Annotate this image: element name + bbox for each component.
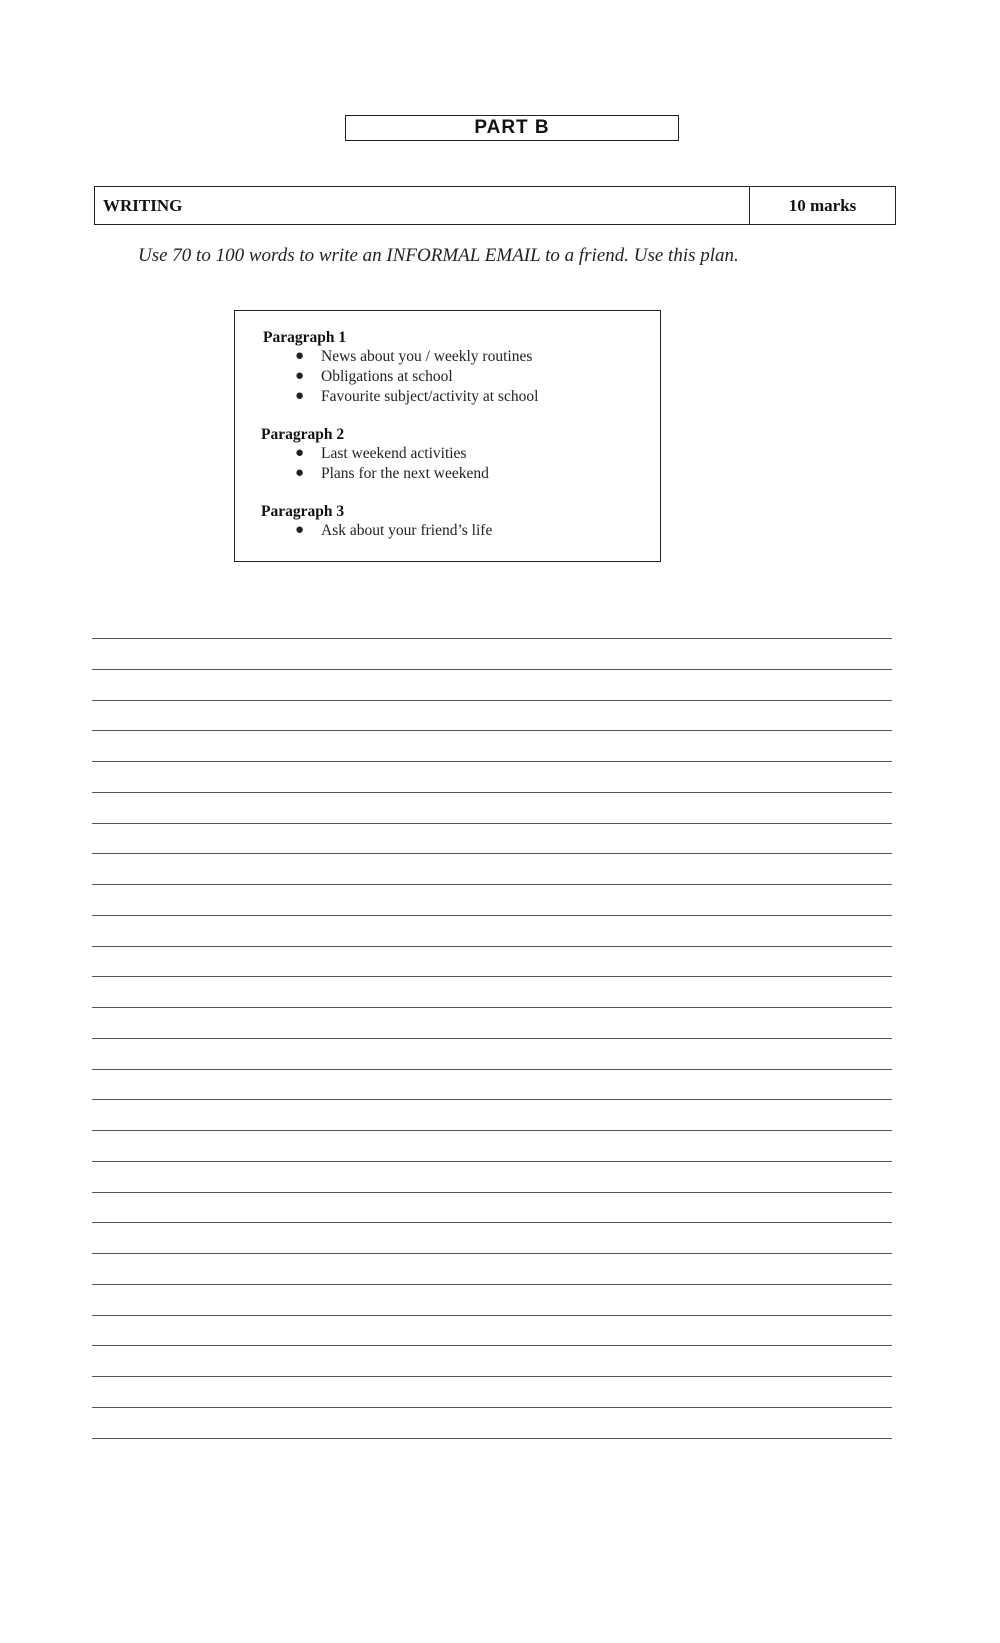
writing-line[interactable] <box>92 946 892 947</box>
writing-line[interactable] <box>92 976 892 977</box>
bullet-icon: ● <box>295 465 305 481</box>
paragraph-3-heading: Paragraph 3 <box>261 503 345 520</box>
writing-plan-box <box>234 310 661 562</box>
paragraph-2-heading: Paragraph 2 <box>261 426 345 443</box>
plan-bullet <box>295 465 489 483</box>
writing-line[interactable] <box>92 638 892 639</box>
bullet-icon: ● <box>295 445 305 461</box>
writing-line[interactable] <box>92 1130 892 1131</box>
writing-line[interactable] <box>92 1376 892 1377</box>
writing-line[interactable] <box>92 669 892 670</box>
plan-bullet <box>295 445 467 463</box>
writing-line[interactable] <box>92 1222 892 1223</box>
writing-line[interactable] <box>92 1345 892 1346</box>
writing-line[interactable] <box>92 1407 892 1408</box>
writing-line[interactable] <box>92 823 892 824</box>
paragraph-1-heading: Paragraph 1 <box>263 329 347 346</box>
plan-bullet <box>295 388 539 406</box>
plan-bullet-text: News about you / weekly routines <box>321 348 533 365</box>
section-header <box>94 186 896 225</box>
plan-bullet-text: Ask about your friend’s life <box>321 522 493 539</box>
part-label: PART B <box>345 115 679 141</box>
task-instruction: Use 70 to 100 words to write an INFORMAL EMAIL to a friend. Use this plan. <box>138 245 739 266</box>
writing-line[interactable] <box>92 1192 892 1193</box>
writing-line[interactable] <box>92 1161 892 1162</box>
bullet-icon: ● <box>295 522 305 538</box>
plan-bullet <box>295 368 453 386</box>
writing-line[interactable] <box>92 1038 892 1039</box>
writing-line[interactable] <box>92 1438 892 1439</box>
writing-line[interactable] <box>92 700 892 701</box>
plan-bullet-text: Plans for the next weekend <box>321 465 489 482</box>
writing-line[interactable] <box>92 1253 892 1254</box>
writing-line[interactable] <box>92 1315 892 1316</box>
writing-line[interactable] <box>92 1007 892 1008</box>
writing-line[interactable] <box>92 915 892 916</box>
writing-line[interactable] <box>92 1099 892 1100</box>
section-marks: 10 marks <box>788 196 857 215</box>
writing-line[interactable] <box>92 730 892 731</box>
plan-bullet-text: Favourite subject/activity at school <box>321 388 539 405</box>
writing-line[interactable] <box>92 853 892 854</box>
writing-line[interactable] <box>92 792 892 793</box>
plan-bullet-text: Obligations at school <box>321 368 453 385</box>
writing-line[interactable] <box>92 884 892 885</box>
plan-bullet <box>295 348 533 366</box>
writing-line[interactable] <box>92 1069 892 1070</box>
plan-bullet <box>295 522 493 540</box>
bullet-icon: ● <box>295 388 305 404</box>
writing-line[interactable] <box>92 1284 892 1285</box>
bullet-icon: ● <box>295 368 305 384</box>
bullet-icon: ● <box>295 348 305 364</box>
plan-bullet-text: Last weekend activities <box>321 445 467 462</box>
section-title: WRITING <box>95 187 750 224</box>
writing-line[interactable] <box>92 761 892 762</box>
